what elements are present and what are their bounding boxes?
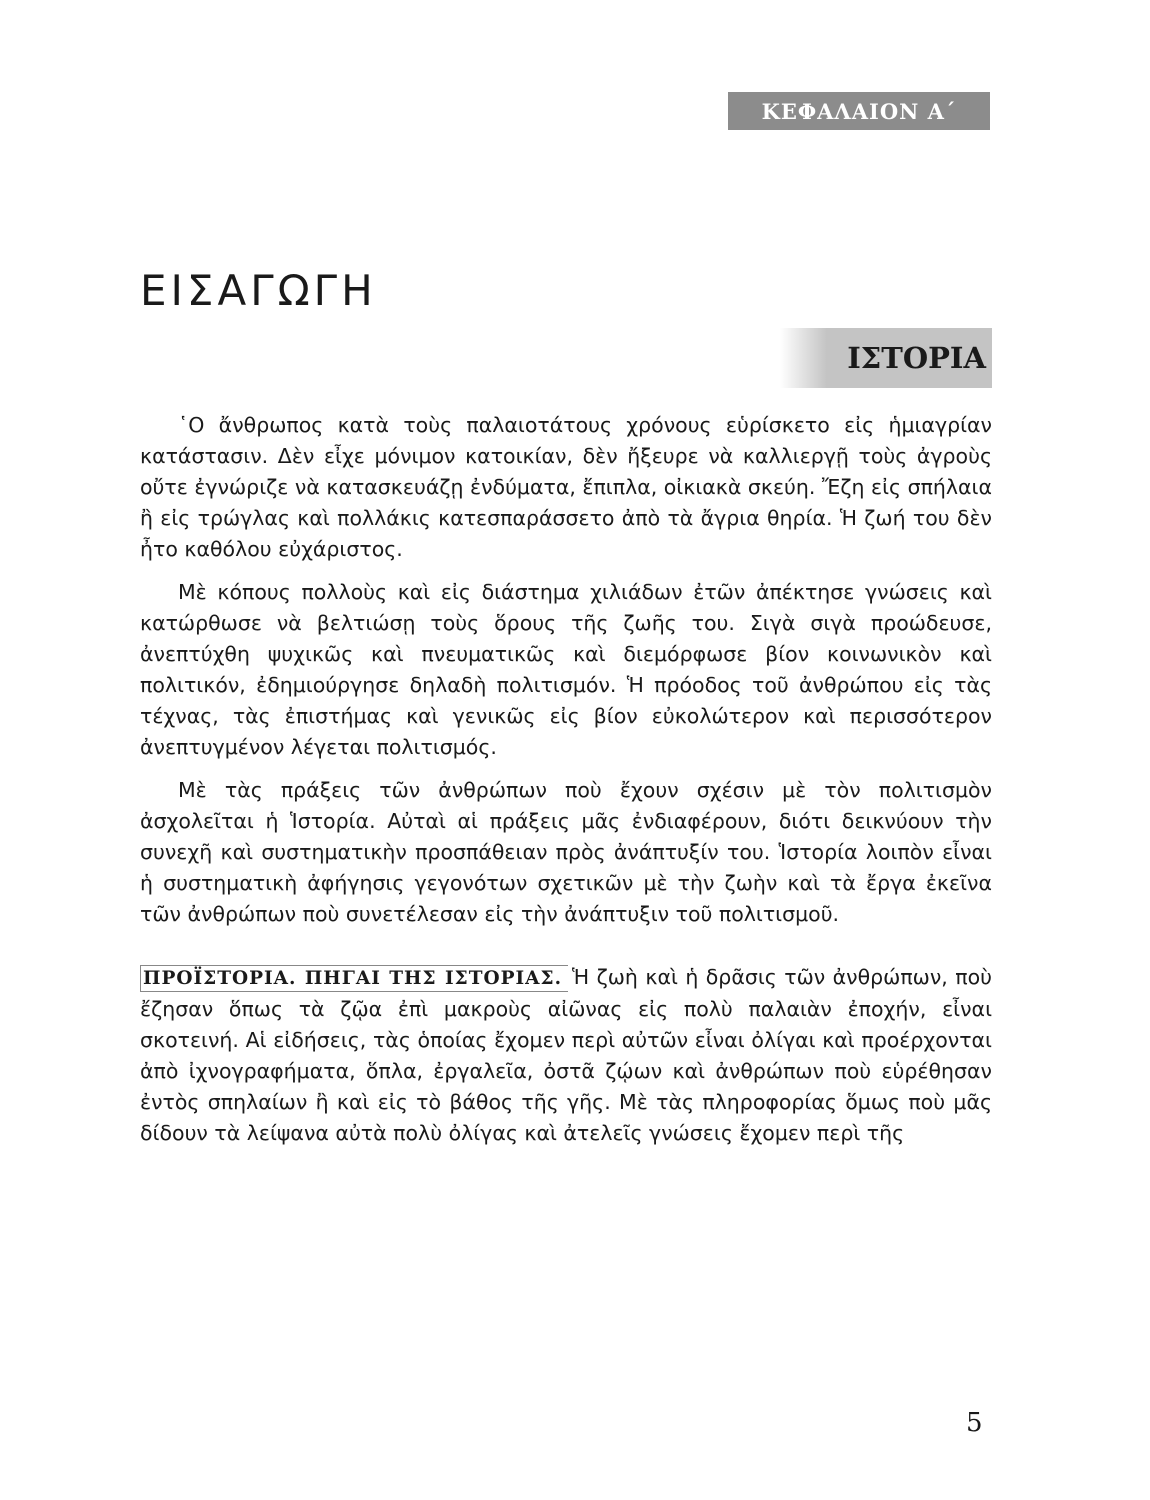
paragraph-3: Μὲ τὰς πράξεις τῶν ἀνθρώπων ποὺ ἔχουν σχέσιν μὲ τὸν πολιτισμὸν ἀσχολεῖται ἡ Ἱστορία. Αὐταὶ αἱ πράξεις μᾶς ἐνδιαφέρουν, διότι δεικνύουν τὴν συνεχῆ καὶ συστηματικὴν προσπάθειαν πρὸς ἀνάπτυξίν του. Ἱστορία λοιπὸν εἶναι ἡ συστηματικὴ ἀφήγησις γεγονότων σχετικῶν μὲ τὴν ζωὴν καὶ τὰ ἔργα ἐκεῖνα τῶν ἀνθρώπων ποὺ συνετέλεσαν εἰς τὴν ἀνάπτυξιν τοῦ πολιτισμοῦ. [140,778,992,926]
chapter-label: ΚΕΦΑΛΑΙΟΝ Α΄ [728,92,990,130]
paragraph-1: ῾Ο ἄνθρωπος κατὰ τοὺς παλαιοτάτους χρόνους εὑρίσκετο εἰς ἡμιαγρίαν κατάστασιν. Δὲν εἶχε μόνιμον κατοικίαν, δὲν ἤξευρε νὰ καλλιεργῇ τοὺς ἀγροὺς οὔτε ἐγνώριζε νὰ κατασκευάζῃ ἐνδύματα, ἔπιπλα, οἰκιακὰ σκεύη. Ἔζη εἰς σπήλαια ἢ εἰς τρώγλας καὶ πολλάκις κατεσπαράσσετο ἀπὸ τὰ ἄγρια θηρία. Ἡ ζωή του δὲν ἦτο καθόλου εὐχάριστος. [140,413,992,561]
page-number: 5 [966,1408,983,1438]
subsection-paragraph [140,962,992,1149]
page-title: ΕΙΣΑΓΩΓΗ [140,266,377,315]
paragraph-2: Μὲ κόπους πολλοὺς καὶ εἰς διάστημα χιλιάδων ἐτῶν ἀπέκτησε γνώσεις καὶ κατώρθωσε νὰ βελτιώσῃ τοὺς ὅρους τῆς ζωῆς του. Σιγὰ σιγὰ προώδευσε, ἀνεπτύχθη ψυχικῶς καὶ πνευματικῶς καὶ διεμόρφωσε βίον κοινωνικὸν καὶ πολιτικόν, ἐδημιούργησε δηλαδὴ πολιτισμόν. Ἡ πρόοδος τοῦ ἀνθρώπου εἰς τὰς τέχνας, τὰς ἐπιστήμας καὶ γενικῶς εἰς βίον εὐκολώτερον καὶ περισσότερον ἀνεπτυγμένον λέγεται πολιτισμός. [140,580,992,759]
body-text [140,410,992,1149]
section-title: ΙΣΤΟΡΙΑ [780,328,992,388]
paragraph-4: Ἡ ζωὴ καὶ ἡ δρᾶσις τῶν ἀνθρώπων, ποὺ ἔζησαν ὅπως τὰ ζῷα ἐπὶ μακροὺς αἰῶνας εἰς πολὺ παλαιὰν ἐποχήν, εἶναι σκοτεινή. Αἱ εἰδήσεις, τὰς ὁποίας ἔχομεν περὶ αὐτῶν εἶναι ὀλίγαι καὶ προέρχονται ἀπὸ ἰχνογραφήματα, ὅπλα, ἐργαλεῖα, ὀστᾶ ζῴων καὶ ἀνθρώπων ποὺ εὑρέθησαν ἐντὸς σπηλαίων ἢ καὶ εἰς τὸ βάθος τῆς γῆς. Μὲ τὰς πληροφορίας ὅμως ποὺ μᾶς δίδουν τὰ λείψανα αὐτὰ πολὺ ὀλίγας καὶ ἀτελεῖς γνώσεις ἔχομεν περὶ τῆς [140,965,992,1145]
subsection-heading: ΠΡΟΪΣΤΟΡΙΑ. ΠΗΓΑΙ ΤΗΣ ΙΣΤΟΡΙΑΣ. [140,965,568,992]
